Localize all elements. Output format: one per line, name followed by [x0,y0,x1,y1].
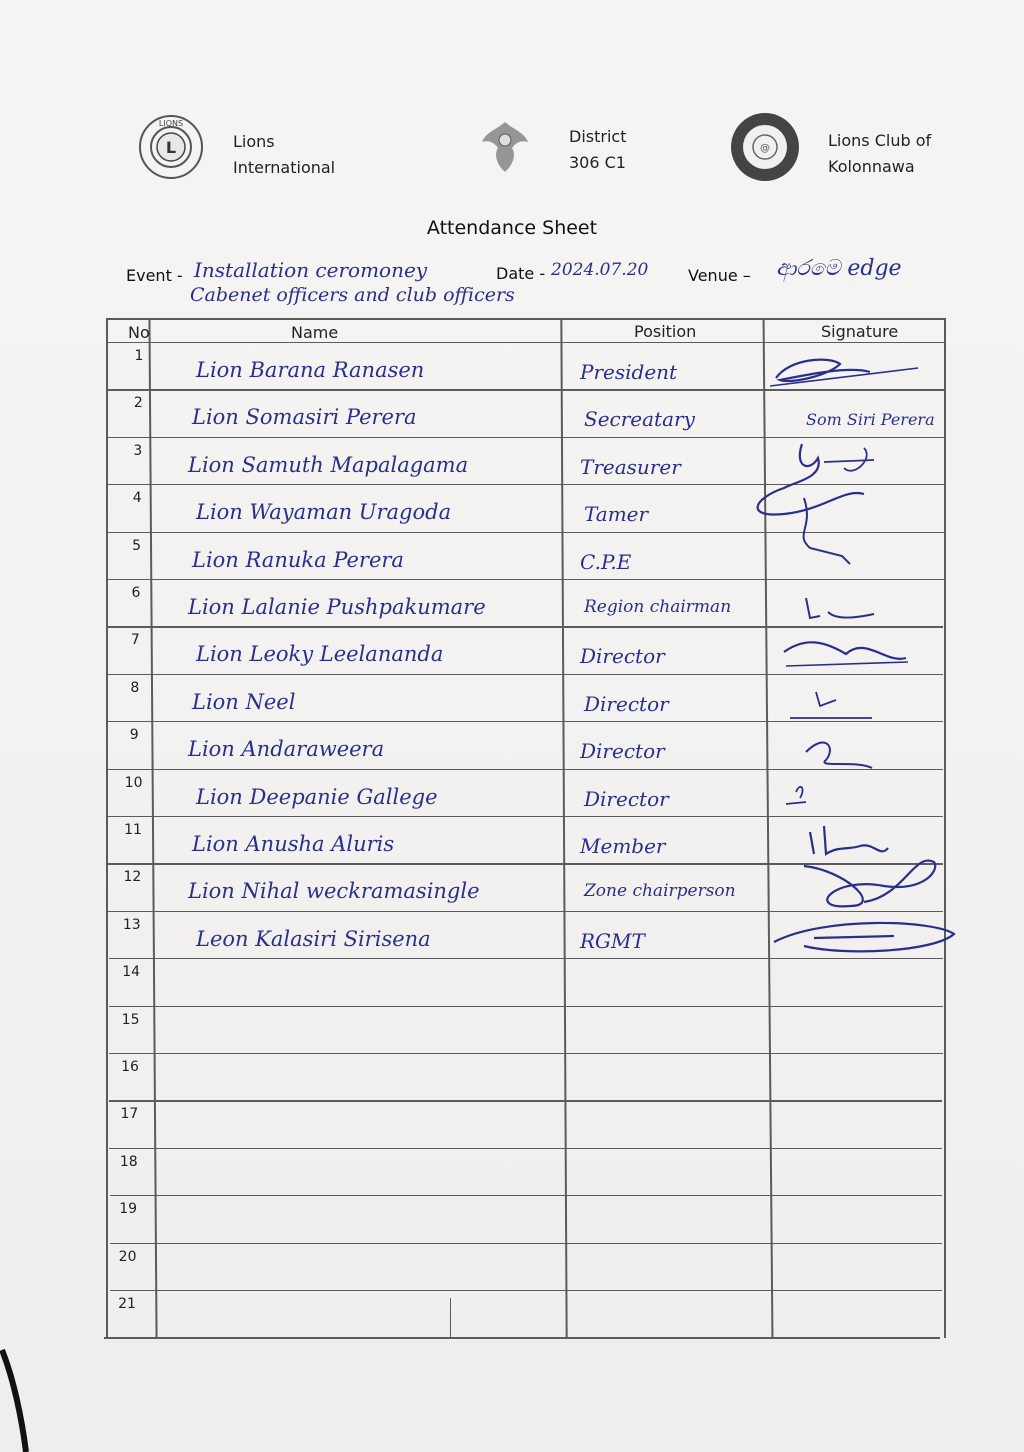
row-separator [110,1243,942,1244]
row-separator [110,1290,942,1291]
attendee-position: Region chairman [584,597,732,617]
row-separator [109,1053,943,1054]
signature-row-2: Som Siri Perera [806,410,935,429]
district-label [569,124,626,176]
attendee-name: Lion Lalanie Pushpakumare [188,595,486,619]
attendee-name: Lion Andaraweera [188,737,385,762]
attendee-position: RGMT [580,928,645,953]
event-value-line1: Installation ceromoney [194,258,428,282]
row-number: 20 [118,1248,137,1265]
attendee-name: Lion Barana Ranasen [196,358,425,382]
attendee-name: Lion Anusha Aluris [192,832,395,856]
attendee-name: Lion Wayaman Uragoda [196,500,452,525]
date-value: 2024.07.20 [551,260,649,280]
row-number: 9 [129,727,139,744]
left-org-name [233,129,335,181]
district-line2: 306 C1 [569,153,626,172]
row-number: 13 [122,916,141,933]
row-number: 4 [132,490,142,507]
column-header-name: Name [291,323,339,342]
row-separator [109,1006,943,1007]
attendee-name: Lion Neel [192,689,296,714]
venue-value: ආරමෙ edge [776,256,902,281]
attendee-position: Director [580,739,665,764]
attendee-position: Zone chairperson [584,881,736,902]
row-number: 8 [130,679,140,696]
table-divider-name [560,318,567,1338]
column-header-no: No [128,323,150,342]
row-number: 16 [121,1059,139,1075]
attendee-name: Lion Nihal weckramasingle [188,879,480,904]
attendee-name: Lion Deepanie Gallege [196,784,438,809]
left-org-line2: International [233,158,336,177]
club-line1: Lions Club of [828,131,932,150]
lions-club-kolonnawa-logo [728,110,802,184]
attendee-position: Treasurer [580,454,681,479]
row-number: 11 [124,822,142,838]
attendee-name: Lion Samuth Mapalagama [188,452,469,477]
row-number: 1 [134,348,144,364]
event-label: Event - [126,266,183,285]
attendee-position: President [580,360,678,384]
attendee-position: Tamer [584,502,649,527]
row-separator [106,342,944,343]
table-border-bottom [104,1337,940,1339]
svg-text:@: @ [760,143,770,154]
event-value-line2: Cabenet officers and club officers [190,284,515,306]
row21-inner-divider [450,1298,451,1338]
row-number: 10 [124,774,143,791]
attendee-position: Secreatary [584,407,695,432]
row-number: 2 [133,395,143,412]
row-number: 12 [123,869,142,886]
attendee-position: Director [584,691,669,716]
district-line1: District [569,127,627,146]
table-border-left [106,318,108,1338]
attendee-position: Member [580,834,666,858]
date-label: Date - [496,264,546,283]
district-emblem-logo [478,116,532,178]
venue-label: Venue – [688,266,751,285]
column-header-signature: Signature [821,322,899,341]
row-separator [109,1100,942,1101]
row-number: 14 [122,964,141,981]
attendee-position: C.P.E [580,549,632,574]
attendee-name: Lion Somasiri Perera [192,405,417,430]
attendee-position: Director [580,644,665,669]
signature-row-11-13 [764,806,964,966]
signature-row-1 [770,354,920,394]
left-org-line1: Lions [233,132,275,151]
row-number: 19 [119,1201,138,1218]
club-line2: Kolonnawa [828,157,915,176]
row-number: 17 [120,1106,139,1123]
row-number: 3 [133,442,143,459]
binding-edge-mark [0,1340,40,1452]
attendee-name: Lion Ranuka Perera [192,547,404,572]
row-separator [109,1148,942,1149]
signature-row-6-10 [776,592,916,822]
row-number: 7 [130,632,140,649]
page-title: Attendance Sheet [426,217,598,239]
row-separator [107,579,944,580]
column-header-position: Position [634,322,697,341]
svg-text:L: L [165,138,177,157]
attendee-name: Leon Kalasiri Sirisena [196,926,431,951]
row-number: 15 [121,1011,140,1028]
table-border-top [106,318,946,320]
row-number: 5 [132,537,142,554]
row-number: 18 [119,1153,138,1170]
club-name [828,128,931,180]
attendee-position: Director [584,786,669,811]
signature-row-3-5 [724,438,884,578]
lions-international-logo [136,112,206,182]
row-number: 6 [131,585,141,601]
table-divider-no [148,318,157,1338]
logo-text: LIONS [158,119,184,128]
row-separator [110,1195,943,1196]
attendee-name: Lion Leoky Leelananda [196,642,444,667]
row-number: 21 [118,1296,136,1312]
